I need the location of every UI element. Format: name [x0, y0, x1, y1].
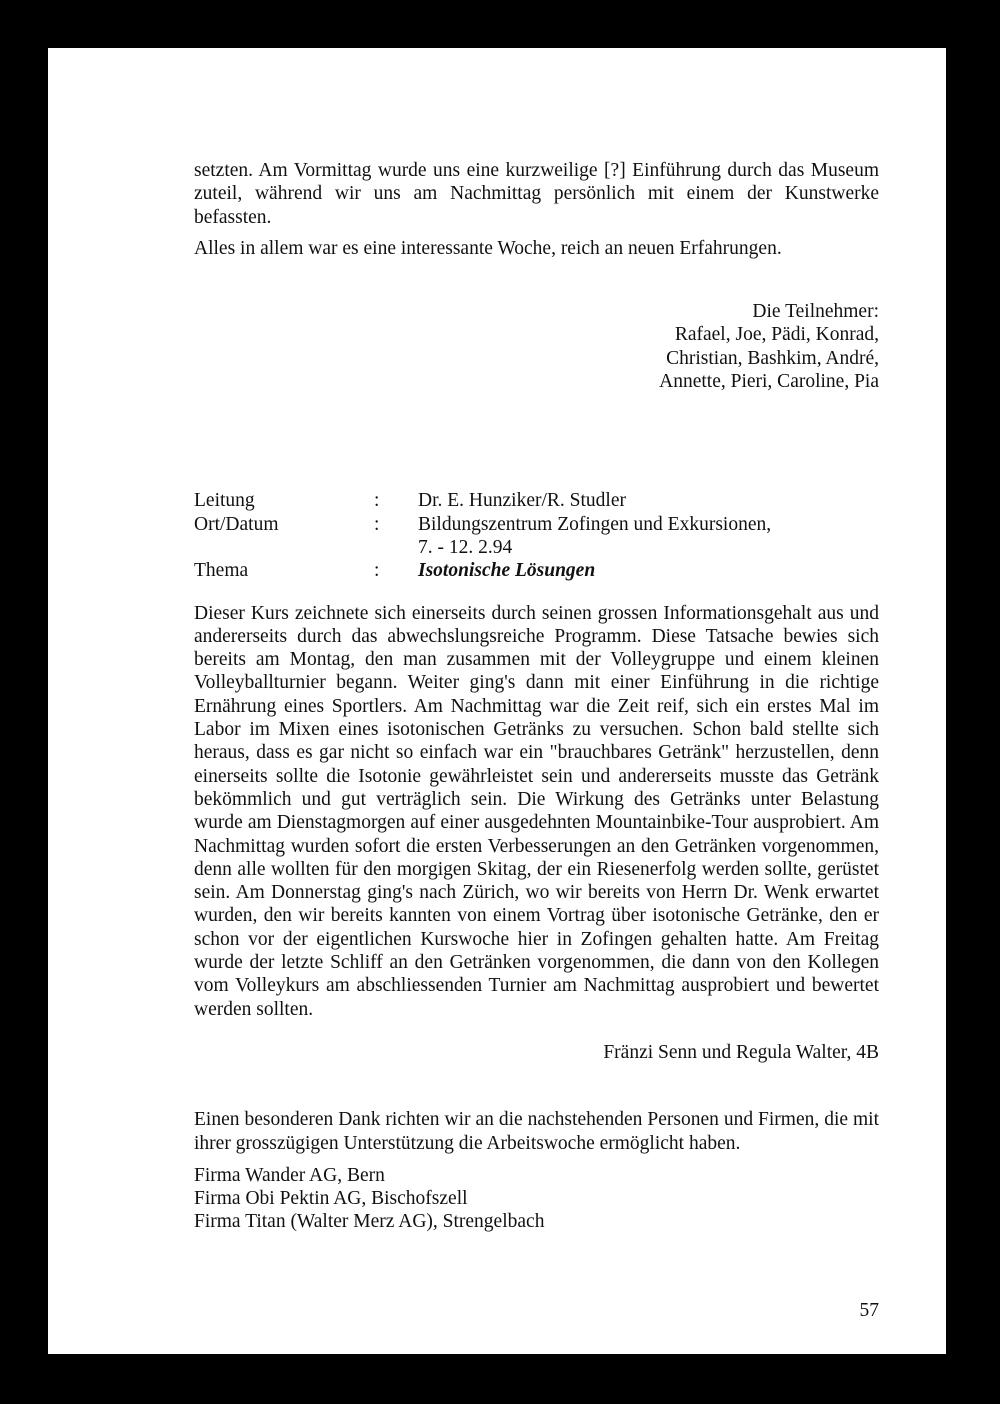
course-row-ort	[194, 513, 879, 560]
intro-paragraph: setzten. Am Vormittag wurde uns eine kurzweilige [?] Einführung durch das Museum zuteil, während wir uns am Nachmittag persönlich mit einem der Kunstwerke befassten.	[194, 160, 879, 228]
course-label: Leitung	[194, 490, 255, 512]
course-value	[418, 513, 879, 560]
sponsor-item: Firma Titan (Walter Merz AG), Strengelbach	[194, 1211, 545, 1233]
participants-heading: Die Teilnehmer:	[752, 301, 879, 323]
course-topic: Isotonische Lösungen	[418, 560, 596, 582]
course-colon: :	[374, 560, 380, 582]
intro-summary: Alles in allem war es eine interessante Woche, reich an neuen Erfahrungen.	[194, 237, 782, 259]
report-signature: Fränzi Senn und Regula Walter, 4B	[603, 1041, 879, 1063]
course-value-line: Bildungszentrum Zofingen und Exkursionen,	[418, 513, 772, 535]
participants-line: Annette, Pieri, Caroline, Pia	[659, 371, 879, 393]
course-value: Dr. E. Hunziker/R. Studler	[418, 490, 626, 512]
sponsor-item: Firma Wander AG, Bern	[194, 1164, 385, 1186]
course-colon: :	[374, 513, 380, 535]
report-paragraph: Dieser Kurs zeichnete sich einerseits durch seinen grossen Informationsgehalt aus und andererseits durch das abwechslungsreiche Programm. Diese Tatsache bewies sich bereits am Montag, den man zusammen mit der Volleygruppe und einem kleinen Volleyballturnier begann. Weiter ging's dann mit einer Einführung in die richtige Ernährung eines Sportlers. Am Nachmittag war die Zeit reif, sich ein erstes Mal im Labor im Mixen eines isotonischen Getränks zu versuchen. Schon bald stellte sich heraus, dass es gar nicht so einfach war ein "brauchbares Getränk" herzustellen, denn einerseits sollte die Isotonie gewährleistet sein und andererseits musste das Getränk bekömmlich und gut verträglich sein. Die Wirkung des Getränks unter Belastung wurde am Dienstagmorgen auf einer ausgedehnten Mountainbike-Tour ausprobiert. Am Nachmittag wurden sofort die ersten Verbesserungen an den Getränken vorgenommen, denn alle wollten für den morgigen Skitag, der ein Riesenerfolg werden sollte, gerüstet sein. Am Donnerstag ging's nach Zürich, wo wir bereits von Herrn Dr. Wenk erwartet wurden, den wir bereits kannten von einem Vortrag über isotonische Getränke, den er schon vor der eigentlichen Kurswoche hier in Zofingen gehalten hatte. Am Freitag wurde der letzte Schliff an den Getränken vorgenommen, die dann von den Kollegen vom Volleykurs am abschliessenden Turnier am Nachmittag ausprobiert und bewertet werden sollten.	[194, 602, 879, 1020]
participants-block	[194, 300, 879, 393]
course-label: Thema	[194, 560, 249, 582]
course-value-line: 7. - 12. 2.94	[418, 536, 513, 558]
participants-line: Christian, Bashkim, André,	[666, 347, 879, 369]
thanks-paragraph: Einen besonderen Dank richten wir an die nachstehenden Personen und Firmen, die mit ihrer grosszügigen Unterstützung die Arbeitswoche ermöglicht haben.	[194, 1109, 879, 1154]
course-info-table	[194, 489, 879, 582]
document-page	[48, 48, 946, 1354]
course-colon: :	[374, 490, 380, 512]
page-content	[194, 159, 879, 1234]
page-number: 57	[859, 1300, 879, 1321]
course-label: Ort/Datum	[194, 513, 279, 535]
sponsor-list	[194, 1164, 879, 1234]
course-row-leitung	[194, 489, 879, 512]
participants-line: Rafael, Joe, Pädi, Konrad,	[674, 324, 879, 346]
course-row-thema	[194, 559, 879, 582]
sponsor-item: Firma Obi Pektin AG, Bischofszell	[194, 1188, 468, 1210]
